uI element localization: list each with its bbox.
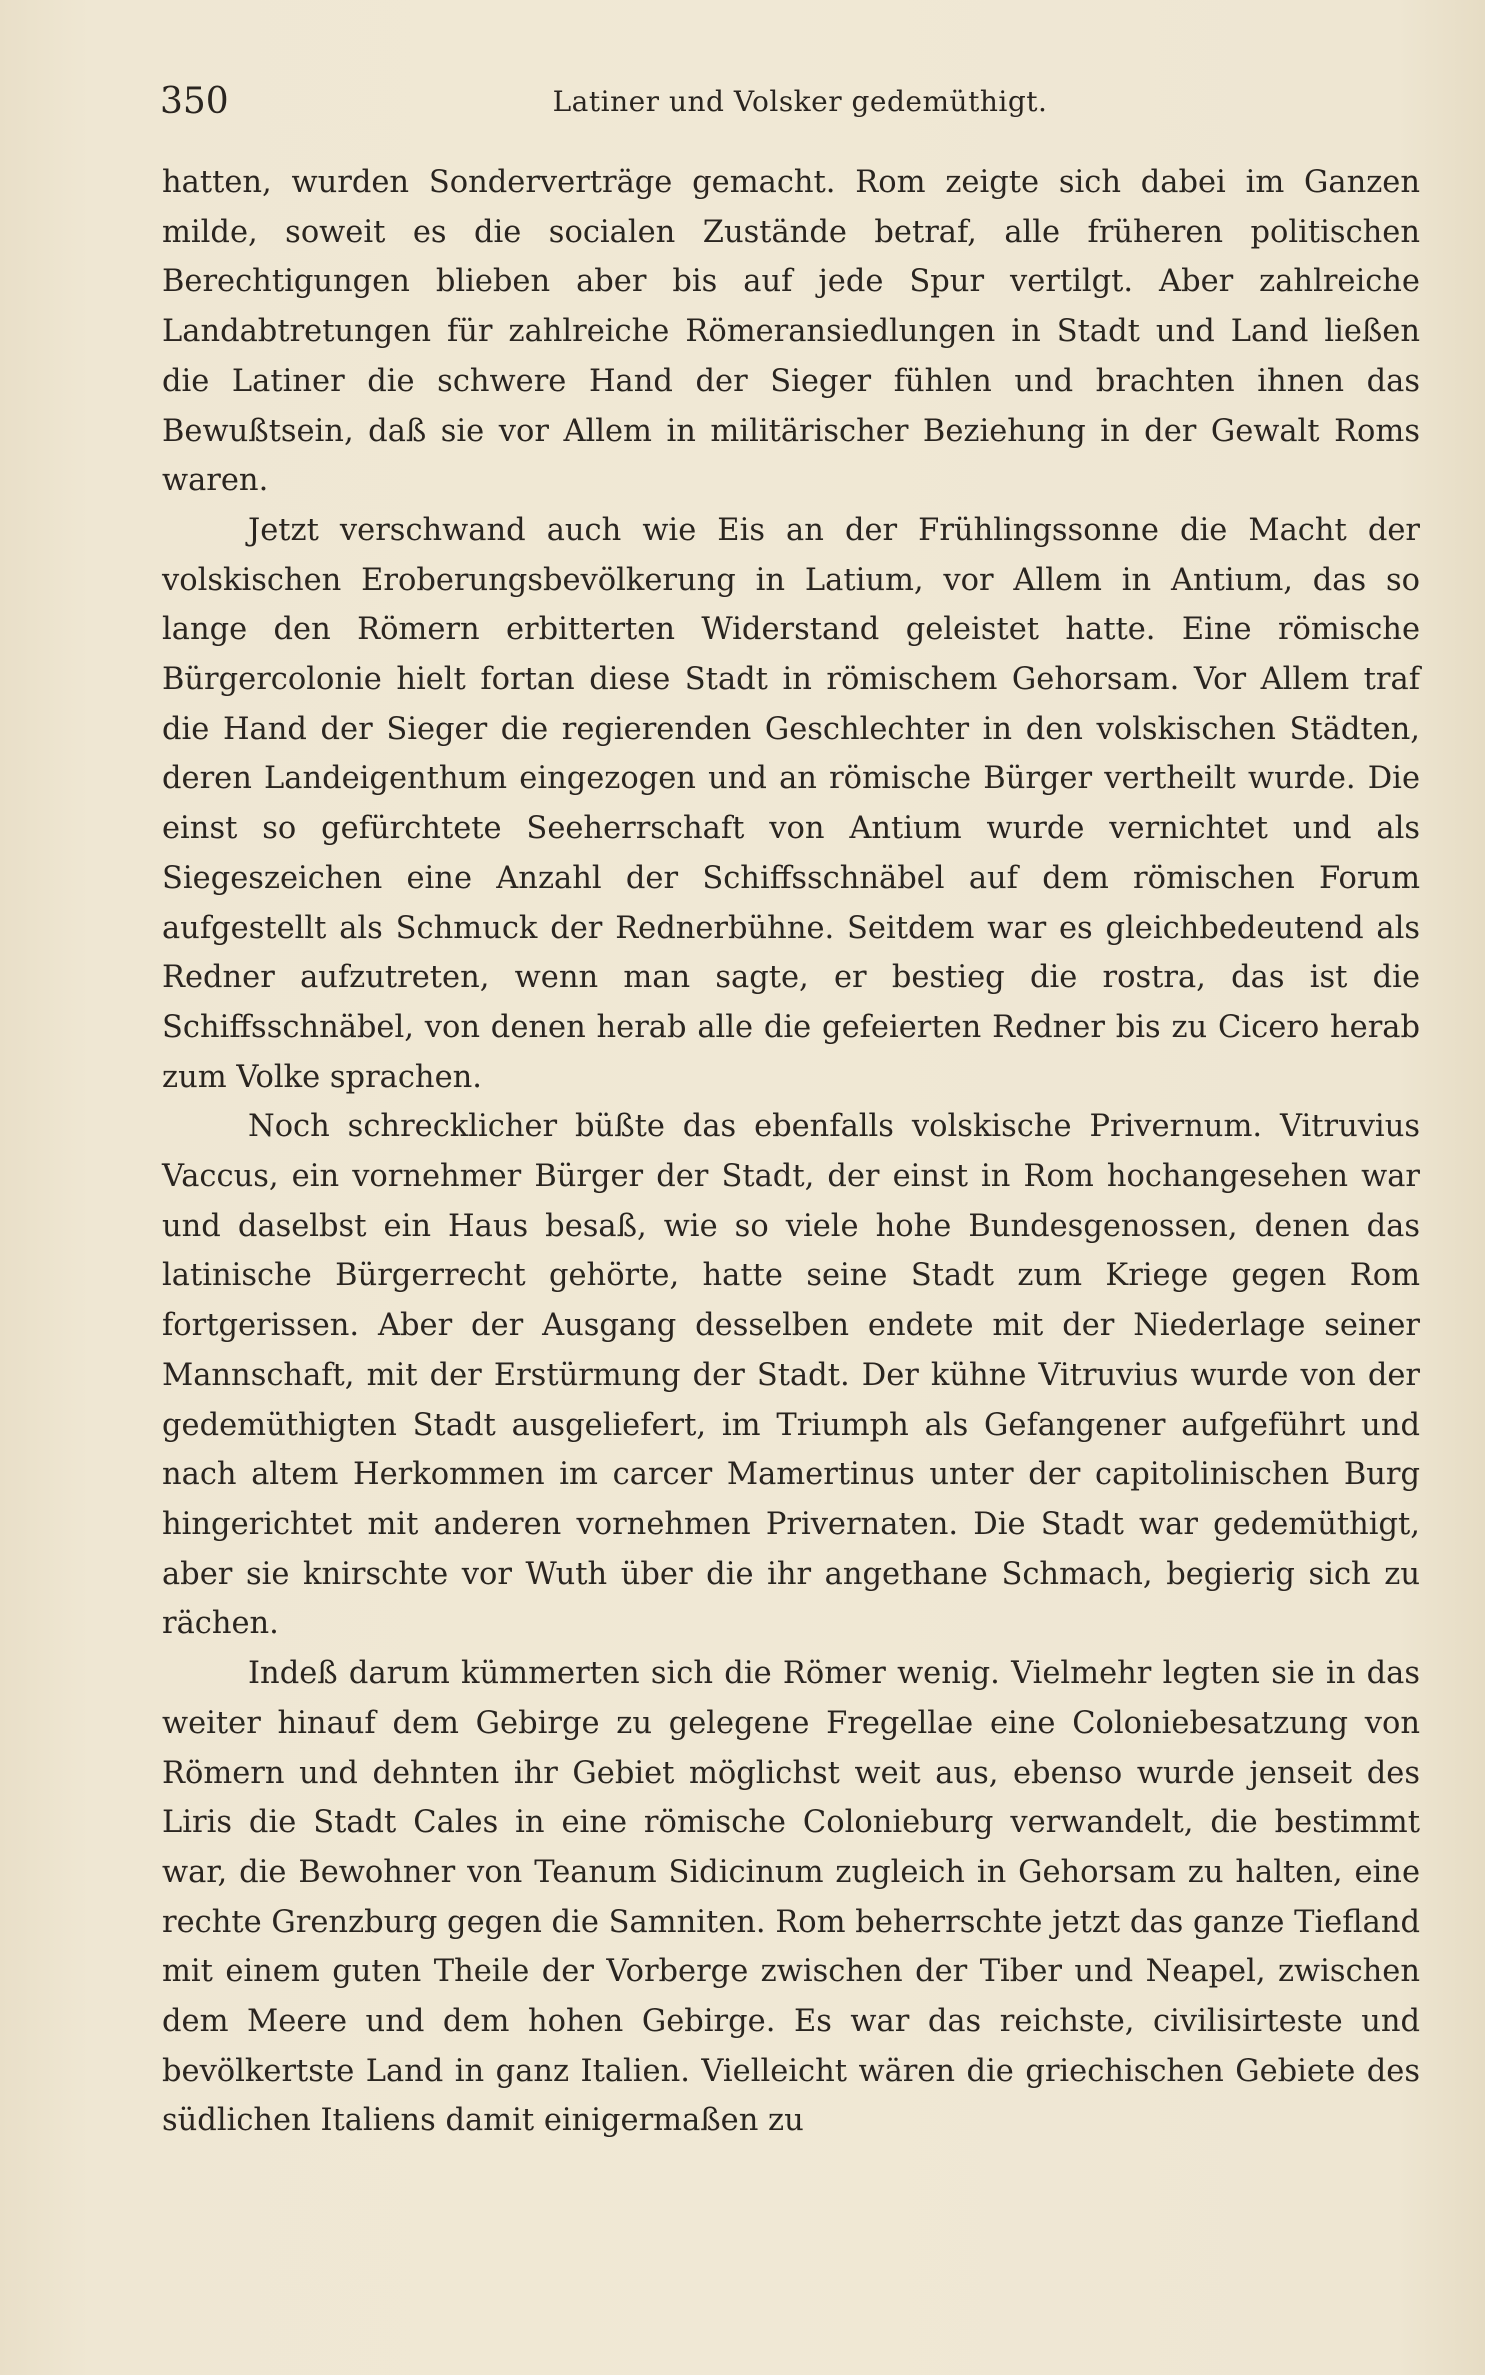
paragraph-2: Jetzt verschwand auch wie Eis an der Frühlingssonne die Macht der volskischen Eroberungsbevölkerung in Latium, vor Allem in Antium, das so lange den Römern erbitterten Widerstand geleistet hatte. Eine römische Bürgercolonie hielt fortan diese Stadt in römischem Gehorsam. Vor Allem traf die Hand der Sieger die regierenden Geschlechter in den volskischen Städten, deren Landeigenthum eingezogen und an römische Bürger vertheilt wurde. Die einst so gefürchtete Seeherrschaft von Antium wurde vernichtet und als Siegeszeichen eine Anzahl der Schiffsschnäbel auf dem römischen Forum aufgestellt als Schmuck der Rednerbühne. Seitdem war es gleichbedeutend als Redner aufzutreten, wenn man sagte, er bestieg die rostra, das ist die Schiffsschnäbel, von denen herab alle die gefeierten Redner bis zu Cicero herab zum Volke sprachen. bbox=[162, 512, 1420, 1095]
page-header bbox=[160, 74, 1400, 130]
body-text bbox=[162, 158, 1420, 2146]
paragraph-4: Indeß darum kümmerten sich die Römer wenig. Vielmehr legten sie in das weiter hinauf dem Gebirge zu gelegene Fregellae eine Coloniebesatzung von Römern und dehnten ihr Gebiet möglichst weit aus, ebenso wurde jenseit des Liris die Stadt Cales in eine römische Colonieburg verwandelt, die bestimmt war, die Bewohner von Teanum Sidicinum zugleich in Gehorsam zu halten, eine rechte Grenzburg gegen die Samniten. Rom beherrschte jetzt das ganze Tiefland mit einem guten Theile der Vorberge zwischen der Tiber und Neapel, zwischen dem Meere und dem hohen Gebirge. Es war das reichste, civilisirteste und bevölkertste Land in ganz Italien. Vielleicht wären die griechischen Gebiete des südlichen Italiens damit einigermaßen zu bbox=[162, 1656, 1420, 2139]
paragraph-3: Noch schrecklicher büßte das ebenfalls volskische Privernum. Vitruvius Vaccus, ein vornehmer Bürger der Stadt, der einst in Rom hochangesehen war und daselbst ein Haus besaß, wie so viele hohe Bundesgenossen, denen das latinische Bürgerrecht gehörte, hatte seine Stadt zum Kriege gegen Rom fortgerissen. Aber der Ausgang desselben endete mit der Niederlage seiner Mannschaft, mit der Erstürmung der Stadt. Der kühne Vitruvius wurde von der gedemüthigten Stadt ausgeliefert, im Triumph als Gefangener aufgeführt und nach altem Herkommen im carcer Mamertinus unter der capitolinischen Burg hingerichtet mit anderen vornehmen Privernaten. Die Stadt war gedemüthigt, aber sie knirschte vor Wuth über die ihr angethane Schmach, begierig sich zu rächen. bbox=[162, 1109, 1420, 1642]
running-head: Latiner und Volsker gedemüthigt. bbox=[552, 85, 1048, 118]
page-number: 350 bbox=[160, 81, 229, 122]
paragraph-1: hatten, wurden Sonderverträge gemacht. Rom zeigte sich dabei im Ganzen milde, soweit es die socialen Zustände betraf, alle früheren politischen Berechtigungen blieben aber bis auf jede Spur vertilgt. Aber zahlreiche Landabtretungen für zahlreiche Römeransiedlungen in Stadt und Land ließen die Latiner die schwere Hand der Sieger fühlen und brachten ihnen das Bewußtsein, daß sie vor Allem in militärischer Beziehung in der Gewalt Roms waren. bbox=[162, 165, 1420, 499]
